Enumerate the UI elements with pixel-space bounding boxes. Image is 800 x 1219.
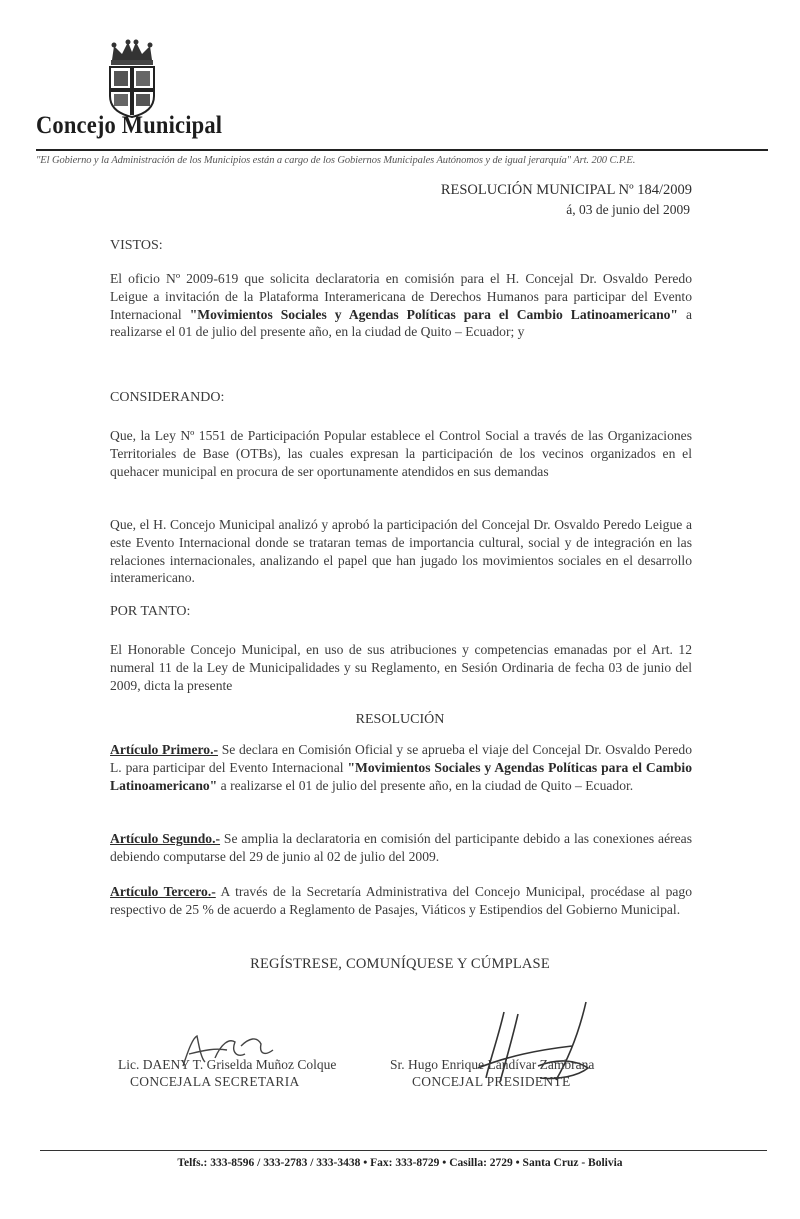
article-third <box>110 883 692 919</box>
article-first-text-a: Se declara en Comisión Oficial y se aprueba el viaje del Concejal Dr. Osvaldo Peredo L. para participar del Evento Internacional <box>110 742 692 775</box>
resolution-number: RESOLUCIÓN MUNICIPAL Nº 184/2009 <box>440 182 692 198</box>
section-heading-vistos: VISTOS: <box>110 238 163 253</box>
article-third-text: A través de la Secretaría Administrativa del Concejo Municipal, procédase al pago respectivo de 25 % de acuerdo a Reglamento de Pasajes, Viáticos y Estipendios del Gobierno Municipal. <box>110 884 692 917</box>
vistos-text-b: a realizarse el 01 de julio del presente año, en la ciudad de Quito – Ecuador; y <box>110 306 693 340</box>
article-second-text: Se amplia la declaratoria en comisión del participante debido a las conexiones aéreas debiendo computarse del 29 de junio al 02 de julio del 2009. <box>110 831 692 864</box>
article-second-label: Artículo Segundo.- <box>110 831 221 846</box>
resolution-date: á, 03 de junio del 2009 <box>566 202 690 217</box>
right-signatory-role: CONCEJAL PRESIDENTE <box>412 1074 571 1089</box>
article-first-label: Artículo Primero.- <box>110 742 218 757</box>
considerando-paragraph-1: Que, la Ley Nº 1551 de Participación Popular establece el Control Social a través de las Organizaciones Territoriales de Base (OTBs), las cuales expresan la participación de los vecinos organizados en el quehacer municipal en procura de ser oportunamente atendidos en sus demandas <box>110 428 692 479</box>
section-heading-por-tanto: POR TANTO: <box>110 604 191 619</box>
por-tanto-paragraph: El Honorable Concejo Municipal, en uso de sus atribuciones y competencias emanadas por el Art. 12 numeral 11 de la Ley de Municipalidades y su Reglamento, en Sesión Ordinaria de fecha 03 de junio del 2009, dicta la presente <box>110 642 692 693</box>
section-heading-considerando: CONSIDERANDO: <box>110 390 225 405</box>
event-name-bold: "Movimientos Sociales y Agendas Políticas para el Cambio Latinoamericano" <box>189 306 678 322</box>
header-rule <box>36 149 768 151</box>
header-motto: "El Gobierno y la Administración de los Municipios están a cargo de los Gobiernos Municipales Autónomos y de igual jerarquía" Art. 200 C.P.E. <box>36 155 636 166</box>
footer-contact: Telfs.: 333-8596 / 333-2783 / 333-3438 • Fax: 333-8729 • Casilla: 2729 • Santa Cruz - Bolivia <box>177 1157 623 1169</box>
footer-rule <box>40 1150 767 1151</box>
article-first-event-bold: "Movimientos Sociales y Agendas Políticas para el Cambio Latinoamericano" <box>110 759 692 793</box>
left-signatory-name: Lic. DAENY T. Griselda Muñoz Colque <box>118 1057 337 1072</box>
vistos-paragraph <box>110 270 692 341</box>
article-third-label: Artículo Tercero.- <box>110 884 216 899</box>
closing-formula: REGÍSTRESE, COMUNÍQUESE Y CÚMPLASE <box>250 956 550 972</box>
left-signatory-role: CONCEJALA SECRETARIA <box>130 1074 300 1089</box>
considerando-paragraph-2: Que, el H. Concejo Municipal analizó y aprobó la participación del Concejal Dr. Osvaldo Peredo Leigue a este Evento Internacional donde se trataran temas de importancia cultural, social y de integración en las relaciones internacionales, analizando el papel que han jugado los movimientos sociales en el desarrollo interamericano. <box>110 517 692 586</box>
article-first-text-b: a realizarse el 01 de julio del presente año, en la ciudad de Quito – Ecuador. <box>217 777 634 793</box>
article-first <box>110 741 692 794</box>
organization-name: Concejo Municipal <box>36 112 223 139</box>
article-second <box>110 830 692 866</box>
right-signatory-name: Sr. Hugo Enrique Landívar Zambrana <box>390 1057 595 1072</box>
municipal-crest-logo <box>104 38 160 118</box>
resolucion-heading: RESOLUCIÓN <box>355 712 445 727</box>
vistos-text-a: El oficio Nº 2009-619 que solicita declaratoria en comisión para el H. Concejal Dr. Osvaldo Peredo Leigue a invitación de la Plataforma Interamericana de Derechos Humanos para participar del Evento Internacional <box>110 271 692 322</box>
